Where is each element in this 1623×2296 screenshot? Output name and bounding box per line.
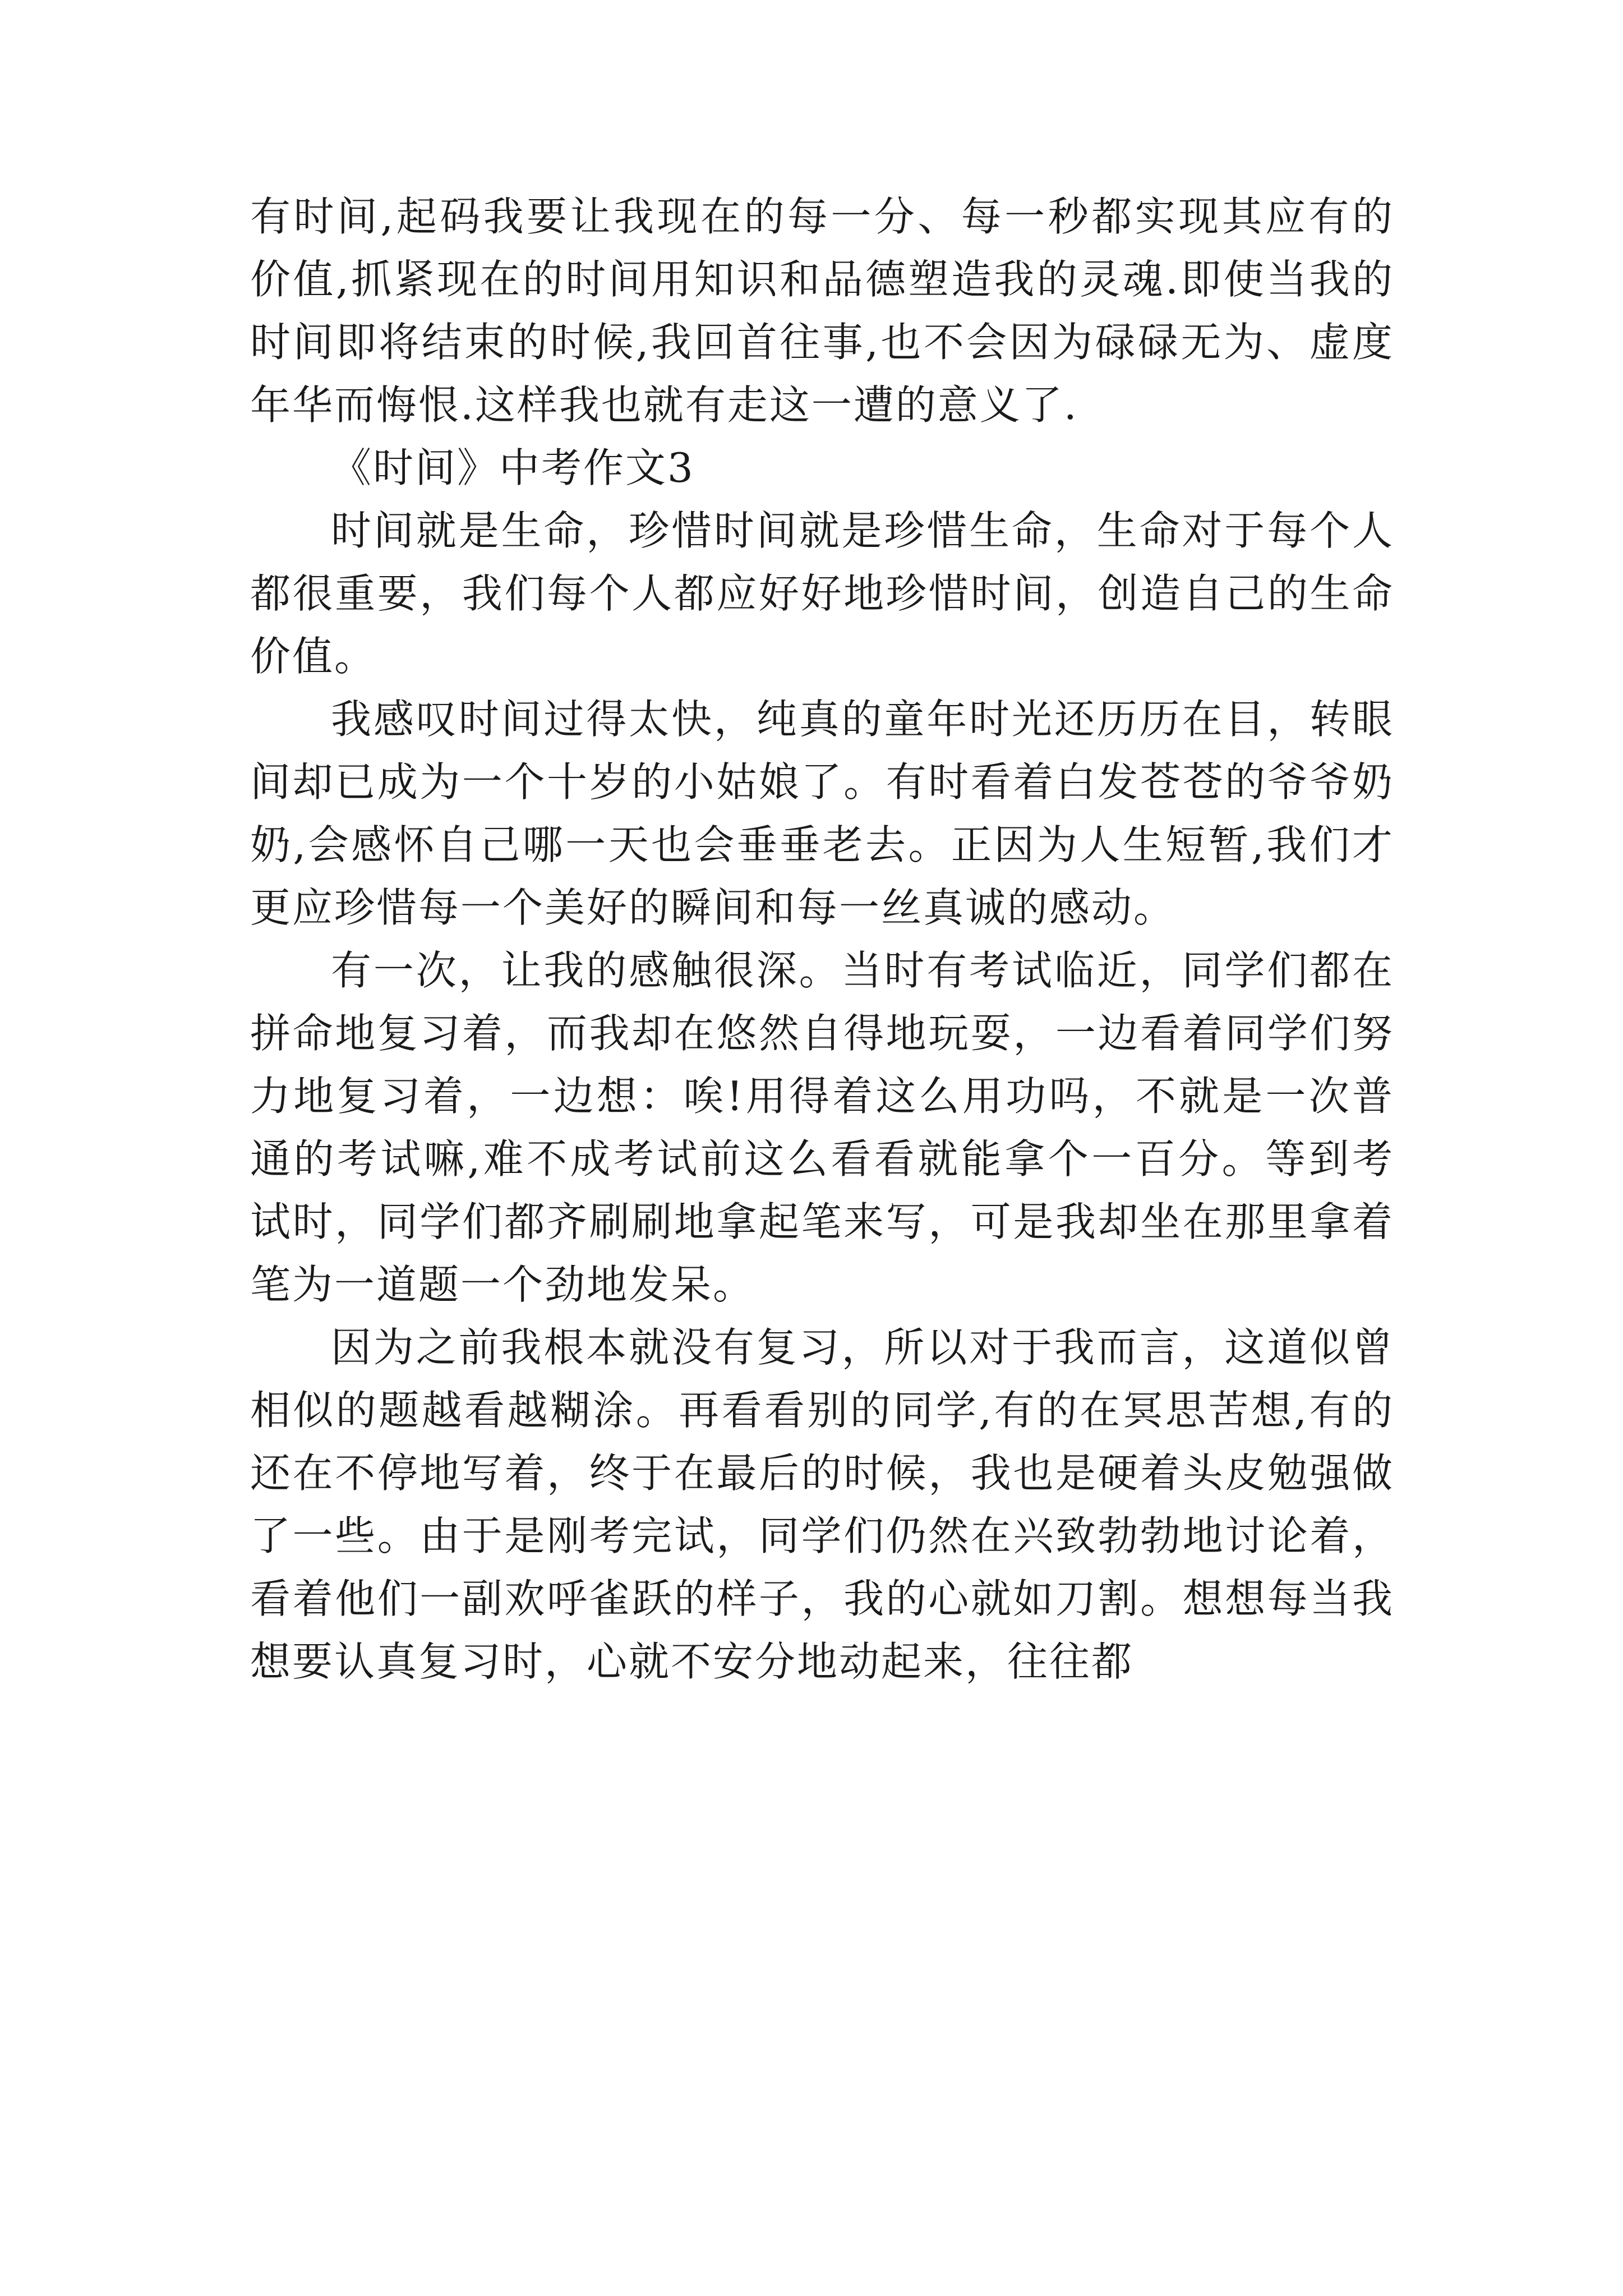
paragraph: 有一次，让我的感触很深。当时有考试临近，同学们都在拼命地复习着，而我却在悠然自得地玩耍，一边看着同学们努力地复习着，一边想：唉!用得着这么用功吗，不就是一次普通的考试嘛,难不成考试前这么看看就能拿个一百分。等到考试时，同学们都齐刷刷地拿起笔来写，可是我却坐在那里拿着笔为一道题一个劲地发呆。 — [250, 947, 1394, 1308]
paragraph-continued: 有时间,起码我要让我现在的每一分、每一秒都实现其应有的价值,抓紧现在的时间用知识和品德塑造我的灵魂.即使当我的时间即将结束的时候,我回首往事,也不会因为碌碌无为、虚度年华而悔恨.这样我也就有走这一遭的意义了. — [250, 193, 1394, 429]
paragraph: 我感叹时间过得太快，纯真的童年时光还历历在目，转眼间却已成为一个十岁的小姑娘了。有时看着白发苍苍的爷爷奶奶,会感怀自己哪一天也会垂垂老去。正因为人生短暂,我们才更应珍惜每一个美好的瞬间和每一丝真诚的感动。 — [250, 696, 1394, 931]
paragraph: 时间就是生命，珍惜时间就是珍惜生命，生命对于每个人都很重要，我们每个人都应好好地珍惜时间，创造自己的生命价值。 — [250, 507, 1394, 680]
document-body — [250, 185, 1394, 1693]
section-title: 《时间》中考作文3 — [331, 444, 695, 491]
paragraph: 因为之前我根本就没有复习，所以对于我而言，这道似曾相似的题越看越糊涂。再看看别的同学,有的在冥思苦想,有的还在不停地写着，终于在最后的时候，我也是硬着头皮勉强做了一些。由于是刚考完试，同学们仍然在兴致勃勃地讨论着，看着他们一副欢呼雀跃的样子，我的心就如刀割。想想每当我想要认真复习时，心就不安分地动起来，往往都 — [250, 1324, 1394, 1685]
